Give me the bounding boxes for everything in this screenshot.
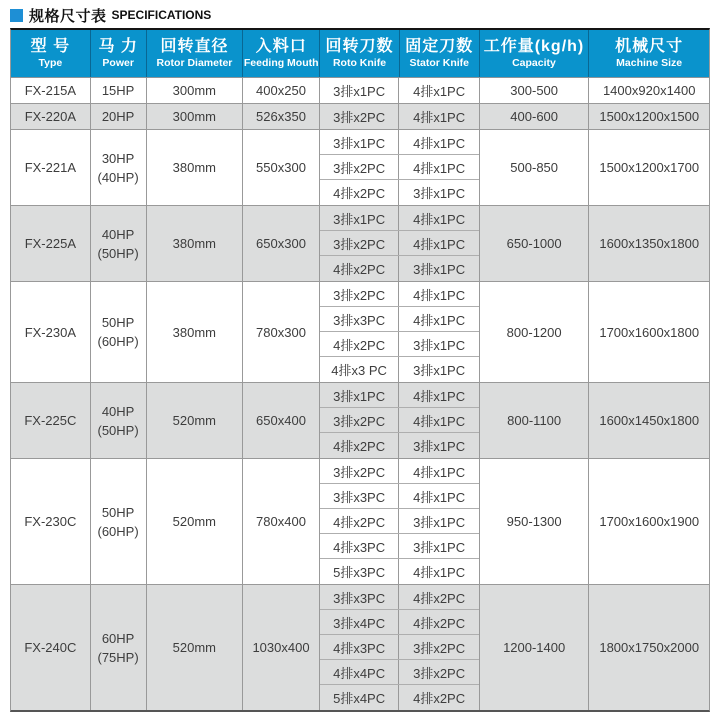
header-rotor-en: Rotor Diameter	[156, 56, 233, 69]
cell-stator-knife: 4排x1PC	[413, 160, 466, 176]
cell-type: FX-225C	[11, 383, 91, 458]
cell-roto-knife: 4排x2PC	[320, 509, 400, 533]
blue-square-bullet-icon	[10, 9, 23, 22]
power-line: 40HP	[101, 403, 135, 419]
cell-stator-knife: 4排x1PC	[413, 413, 466, 429]
cell-type: FX-230C	[11, 459, 91, 584]
cell-stator-knife: 4排x2PC	[413, 590, 466, 606]
cell-roto-knife: 3排x2PC	[320, 459, 400, 483]
power-line: (75HP)	[97, 649, 139, 665]
cell-capacity: 800-1200	[480, 282, 590, 382]
knife-row	[320, 231, 479, 256]
knife-row	[320, 282, 479, 307]
header-type-zh: 型 号	[30, 38, 71, 56]
cell-roto-knife: 3排x1PC	[320, 130, 400, 154]
cell-stator-knife: 4排x1PC	[413, 287, 466, 303]
power-line: (60HP)	[97, 523, 139, 539]
cell-stator-knife: 3排x1PC	[413, 337, 466, 353]
cell-roto-knife: 4排x3 PC	[320, 357, 400, 382]
cell-power	[91, 585, 147, 710]
knife-row	[320, 635, 479, 660]
table-row	[11, 383, 709, 459]
knife-row	[320, 585, 479, 610]
cell-rotor-diameter: 520mm	[147, 585, 244, 710]
cell-roto-knife: 3排x3PC	[320, 585, 400, 609]
cell-machine-size: 1600x1350x1800	[599, 236, 700, 251]
cell-rotor-diameter: 520mm	[147, 383, 244, 458]
column-header-capacity	[480, 30, 590, 77]
knife-subtable	[320, 459, 480, 584]
cell-roto-knife: 5排x4PC	[320, 685, 400, 710]
cell-type: FX-240C	[11, 585, 91, 710]
cell-roto-knife: 3排x2PC	[320, 282, 400, 306]
header-size-zh: 机械尺寸	[615, 38, 684, 56]
cell-type: FX-215A	[11, 78, 91, 103]
knife-row	[320, 180, 479, 205]
power-line: 50HP	[101, 315, 135, 330]
cell-machine-size: 1500x1200x1500	[599, 109, 700, 124]
cell-rotor-diameter: 380mm	[147, 282, 244, 382]
header-type-en: Type	[38, 56, 63, 69]
cell-stator-knife: 4排x1PC	[413, 135, 466, 151]
cell-roto-knife: 4排x4PC	[320, 660, 400, 684]
cell-stator-knife: 3排x1PC	[413, 186, 466, 201]
cell-stator-knife: 4排x1PC	[413, 312, 466, 328]
power-line: 40HP	[101, 226, 135, 242]
knife-subtable	[320, 130, 480, 205]
cell-roto-knife: 4排x2PC	[320, 433, 400, 458]
knife-row	[320, 104, 479, 129]
cell-capacity: 300-500	[480, 78, 590, 103]
cell-type: FX-221A	[11, 130, 91, 205]
power-line: 15HP	[101, 83, 135, 98]
power-line: (40HP)	[97, 169, 139, 185]
cell-power	[91, 130, 147, 205]
cell-roto-knife: 5排x3PC	[320, 559, 400, 584]
power-line: 60HP	[101, 630, 135, 646]
knife-row	[320, 660, 479, 685]
power-line: (60HP)	[97, 334, 139, 349]
section-title	[10, 4, 710, 26]
cell-stator-knife: 4排x1PC	[413, 211, 466, 227]
column-header-rotor-diameter	[147, 30, 244, 77]
header-stator-knife-en: Stator Knife	[409, 56, 470, 69]
cell-roto-knife: 3排x2PC	[320, 231, 400, 255]
knife-subtable	[320, 78, 480, 103]
cell-feeding-mouth: 1030x400	[243, 585, 320, 710]
cell-capacity: 1200-1400	[480, 585, 590, 710]
header-size-en: Machine Size	[616, 56, 683, 69]
cell-rotor-diameter: 300mm	[147, 78, 244, 103]
knife-row	[320, 332, 479, 357]
column-header-feeding-mouth	[243, 30, 320, 77]
cell-capacity: 400-600	[480, 104, 590, 129]
cell-stator-knife: 4排x2PC	[413, 615, 466, 631]
knife-subtable	[320, 282, 480, 382]
table-row	[11, 585, 709, 710]
power-line: 50HP	[101, 504, 135, 520]
cell-roto-knife: 3排x3PC	[320, 307, 400, 331]
knife-row	[320, 206, 479, 231]
cell-stator-knife: 3排x2PC	[413, 665, 466, 681]
table-header-row	[11, 30, 709, 78]
header-capacity-zh: 工作量(kg/h)	[483, 38, 585, 56]
header-roto-knife-zh: 回转刀数	[325, 38, 394, 56]
knife-row	[320, 256, 479, 281]
knife-row	[320, 155, 479, 180]
header-roto-knife-en: Roto Knife	[332, 56, 387, 69]
cell-machine-size: 1700x1600x1800	[599, 324, 700, 340]
knife-row	[320, 78, 479, 103]
cell-stator-knife: 3排x1PC	[413, 539, 466, 555]
cell-power	[91, 383, 147, 458]
cell-roto-knife: 3排x1PC	[320, 383, 400, 407]
knife-row	[320, 307, 479, 332]
header-power-en: Power	[102, 56, 134, 69]
knife-subtable	[320, 383, 480, 458]
cell-feeding-mouth: 650x400	[243, 383, 320, 458]
cell-rotor-diameter: 520mm	[147, 459, 244, 584]
power-line: (50HP)	[97, 422, 139, 438]
cell-capacity: 950-1300	[480, 459, 590, 584]
cell-stator-knife: 3排x2PC	[413, 640, 466, 656]
cell-power	[91, 78, 147, 103]
knife-subtable	[320, 206, 480, 281]
knife-row	[320, 484, 479, 509]
header-feed-zh: 入料口	[255, 38, 307, 56]
cell-machine-size: 1500x1200x1700	[599, 160, 700, 175]
table-row	[11, 78, 709, 104]
column-header-machine-size	[589, 30, 709, 77]
cell-stator-knife: 4排x1PC	[413, 464, 466, 480]
header-feed-en: Feeding Mouth	[243, 56, 319, 69]
column-header-type	[11, 30, 91, 77]
cell-roto-knife: 3排x4PC	[320, 610, 400, 634]
cell-roto-knife: 3排x3PC	[320, 484, 400, 508]
knife-row	[320, 357, 479, 382]
knife-subtable	[320, 104, 480, 129]
cell-feeding-mouth: 650x300	[243, 206, 320, 281]
cell-machine-size: 1400x920x1400	[602, 83, 696, 98]
cell-machine-size: 1600x1450x1800	[599, 413, 700, 428]
cell-type: FX-225A	[11, 206, 91, 281]
cell-capacity: 800-1100	[480, 383, 590, 458]
cell-roto-knife: 3排x2PC	[320, 408, 400, 432]
knife-subtable	[320, 585, 480, 710]
cell-stator-knife: 3排x1PC	[413, 514, 466, 530]
cell-feeding-mouth: 780x400	[243, 459, 320, 584]
cell-roto-knife: 3排x2PC	[320, 155, 400, 179]
cell-feeding-mouth: 400x250	[243, 78, 320, 103]
cell-capacity: 500-850	[480, 130, 590, 205]
header-capacity-en: Capacity	[512, 56, 556, 69]
table-row	[11, 104, 709, 130]
power-line: 20HP	[101, 109, 135, 124]
column-header-roto-knife	[320, 30, 400, 77]
cell-power	[91, 282, 147, 382]
knife-row	[320, 534, 479, 559]
knife-row	[320, 459, 479, 484]
power-line: (50HP)	[97, 245, 139, 261]
cell-power	[91, 459, 147, 584]
cell-stator-knife: 3排x1PC	[413, 439, 466, 454]
knife-row	[320, 509, 479, 534]
knife-row	[320, 408, 479, 433]
cell-stator-knife: 4排x1PC	[413, 110, 466, 125]
cell-stator-knife: 3排x1PC	[413, 262, 466, 277]
knife-row	[320, 383, 479, 408]
cell-capacity: 650-1000	[480, 206, 590, 281]
cell-stator-knife: 3排x1PC	[413, 363, 466, 378]
cell-machine-size: 1800x1750x2000	[599, 640, 700, 655]
cell-stator-knife: 4排x1PC	[413, 84, 466, 99]
section-title-en: SPECIFICATIONS	[111, 8, 212, 22]
table-row	[11, 206, 709, 282]
power-line: 30HP	[101, 150, 135, 166]
cell-stator-knife: 4排x1PC	[413, 388, 466, 404]
cell-stator-knife: 4排x2PC	[413, 691, 466, 706]
column-header-power	[91, 30, 147, 77]
column-header-stator-knife	[400, 30, 480, 77]
cell-roto-knife: 4排x2PC	[320, 256, 400, 281]
cell-rotor-diameter: 380mm	[147, 130, 244, 205]
cell-feeding-mouth: 526x350	[243, 104, 320, 129]
cell-roto-knife: 4排x2PC	[320, 332, 400, 356]
table-row	[11, 282, 709, 383]
header-rotor-zh: 回转直径	[160, 38, 229, 56]
cell-machine-size: 1700x1600x1900	[599, 514, 700, 529]
header-stator-knife-zh: 固定刀数	[405, 38, 474, 56]
header-power-zh: 马 力	[98, 38, 138, 56]
cell-roto-knife: 4排x3PC	[320, 534, 400, 558]
cell-stator-knife: 4排x1PC	[413, 489, 466, 505]
cell-stator-knife: 4排x1PC	[413, 236, 466, 252]
cell-roto-knife: 4排x2PC	[320, 180, 400, 205]
knife-row	[320, 433, 479, 458]
table-row	[11, 130, 709, 206]
cell-type: FX-230A	[11, 282, 91, 382]
cell-power	[91, 206, 147, 281]
cell-roto-knife: 3排x2PC	[320, 104, 400, 129]
cell-roto-knife: 3排x1PC	[320, 206, 400, 230]
cell-type: FX-220A	[11, 104, 91, 129]
cell-feeding-mouth: 780x300	[243, 282, 320, 382]
table-body	[11, 78, 709, 710]
cell-stator-knife: 4排x1PC	[413, 565, 466, 580]
cell-feeding-mouth: 550x300	[243, 130, 320, 205]
knife-row	[320, 610, 479, 635]
cell-power	[91, 104, 147, 129]
cell-roto-knife: 4排x3PC	[320, 635, 400, 659]
knife-row	[320, 559, 479, 584]
cell-rotor-diameter: 380mm	[147, 206, 244, 281]
table-row	[11, 459, 709, 585]
section-title-zh: 规格尺寸表	[29, 7, 107, 25]
cell-rotor-diameter: 300mm	[147, 104, 244, 129]
knife-row	[320, 130, 479, 155]
cell-roto-knife: 3排x1PC	[320, 78, 400, 103]
knife-row	[320, 685, 479, 710]
specifications-table	[10, 28, 710, 712]
